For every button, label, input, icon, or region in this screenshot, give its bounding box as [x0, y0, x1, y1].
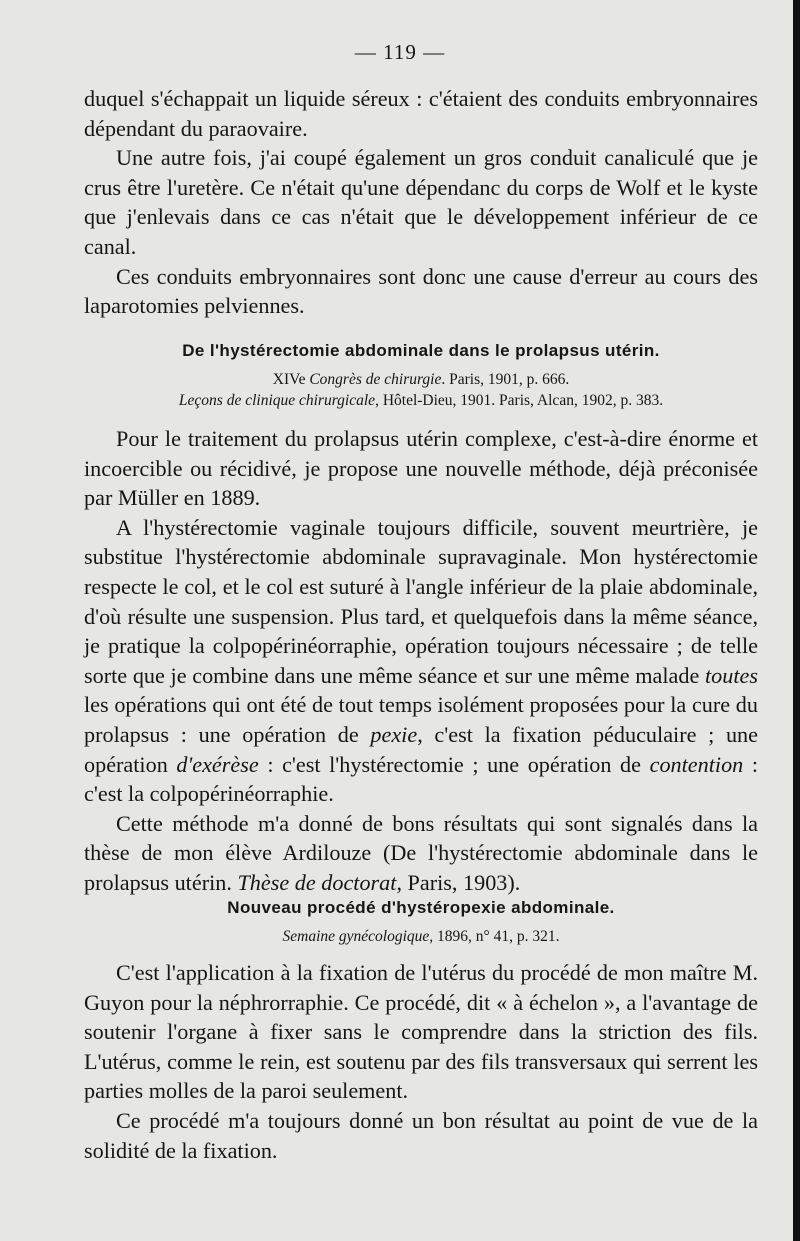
section-1-heading: De l'hystérectomie abdominale dans le prolapsus utérin. [182, 341, 660, 360]
section-2-paragraph-2: Ce procédé m'a toujours donné un bon résultat au point de vue de la solidité de la fixation. [84, 1107, 758, 1163]
page-number: — 119 — [354, 40, 446, 64]
section-2-reference [84, 926, 758, 947]
ref-1-session: XIVe [272, 371, 306, 388]
section-2-heading: Nouveau procédé d'hystéropexie abdominale. [227, 898, 615, 917]
ref-1-details: . Paris, 1901, p. 666. [441, 371, 570, 388]
emphasis-these: Thèse de doctorat [237, 869, 397, 895]
emphasis-toutes: toutes [705, 662, 758, 688]
section-2-paragraph-1: C'est l'application à la fixation de l'utérus du procédé de mon maître M. Guyon pour la néphrorraphie. Ce procédé, dit « à échelon », a l'avantage de soutenir l'organe à fixer sans le comprendre dans la striction des fils. L'utérus, comme le rein, est soutenu par des fils transversaux qui serrent les parties molles de la paroi seulement. [84, 960, 758, 1104]
intro-paragraph-1: duquel s'échappait un liquide séreux : c'étaient des conduits embryonnaires dépendant du paraovaire. [84, 86, 758, 141]
ref-3-details: , 1896, n° 41, p. 321. [429, 928, 560, 945]
ref-2-details: , Hôtel-Dieu, 1901. Paris, Alcan, 1902, p. 383. [375, 392, 664, 409]
section-1-reference-1 [84, 369, 758, 390]
intro-paragraph-2: Une autre fois, j'ai coupé également un gros conduit canaliculé que je crus être l'uretère. Ce n'était qu'une dépendanc du corps de Wolf et le kyste que j'enlevais dans ce cas n'était que le développement inférieur de ce canal. [84, 145, 758, 259]
section-2-header [84, 898, 758, 947]
intro-paragraph-3: Ces conduits embryonnaires sont donc une cause d'erreur au cours des laparotomies pelviennes. [84, 263, 758, 319]
section-1-reference-2 [84, 390, 758, 411]
section-1-paragraph-2: A l'hystérectomie vaginale toujours difficile, souvent meurtrière, je substitue l'hystérectomie abdominale supravaginale. Mon hystérectomie respecte le col, et le col est suturé à l'angle inférieur de la plaie abdominale, d'où résulte une suspension. Plus tard, et quelquefois dans la même séance, je pratique la colpopérinéorraphie, opération toujours nécessaire ; de telle sorte que je combine dans une même séance et sur une même malade toutes les opérations qui ont été de tout temps isolément proposées pour la cure du prolapsus : une opération de pexie, c'est la fixation péduculaire ; une opération d'exérèse : c'est l'hystérectomie ; une opération de contention : c'est la colpopérinéorraphie. [84, 514, 759, 807]
section-1-body [84, 424, 758, 898]
emphasis-contention: contention [649, 751, 744, 777]
section-1-header [84, 341, 758, 411]
ref-1-venue: Congrès de chirurgie [309, 371, 442, 388]
ref-2-title: Leçons de clinique chirurgicale [178, 392, 376, 409]
section-2-body [84, 958, 758, 1165]
intro-text [84, 84, 758, 321]
section-1-paragraph-1: Pour le traitement du prolapsus utérin complexe, c'est-à-dire énorme et incoercible ou récidivé, je propose une nouvelle méthode, déjà préconisée par Müller en 1889. [84, 426, 758, 511]
emphasis-pexie: pexie [370, 721, 418, 747]
emphasis-exerese: d'exérèse [176, 751, 259, 777]
section-1-paragraph-3: Cette méthode m'a donné de bons résultats qui sont signalés dans la thèse de mon élève Ardilouze (De l'hystérectomie abdominale dans le prolapsus utérin. Thèse de doctorat, Paris, 1903). [84, 810, 758, 895]
ref-3-title: Semaine gynécologique [282, 928, 430, 945]
